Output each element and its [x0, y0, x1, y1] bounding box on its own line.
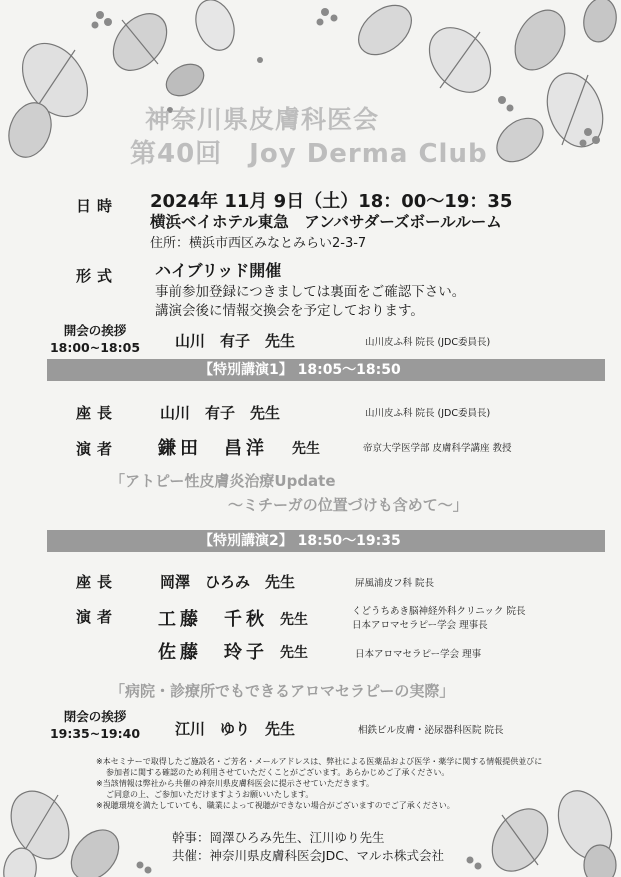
closing-speaker-affiliation: 相鉄ビル皮膚・泌尿器科医院 院長 [358, 725, 504, 736]
closing-label: 閉会の挨拶 19:35~19:40 [49, 709, 141, 741]
datetime-label: 日時 [76, 197, 119, 215]
event-title: 第40回 Joy Derma Club [130, 139, 488, 169]
lecture1-topic-line1: 「アトピー性皮膚炎治療Update [110, 472, 336, 490]
lecture2-speaker-label: 演者 [76, 608, 119, 626]
lecture2-speaker1-title: 先生 [280, 612, 308, 628]
footer-cosponsors: 共催：神奈川県皮膚科医会JDC、マルホ株式会社 [172, 848, 445, 863]
lecture1-chair-affiliation: 山川皮ふ科 院長 (JDC委員長) [365, 408, 491, 419]
lecture2-speaker2-title: 先生 [280, 645, 308, 661]
format-label: 形式 [76, 267, 119, 285]
lecture1-chair-name: 山川 有子 先生 [160, 404, 281, 422]
lecture1-header: 【特別講演1】 18:05〜18:50 [47, 359, 605, 381]
lecture1-speaker-title: 先生 [292, 441, 320, 457]
viewing-note: ※視聴環境を満たしていても、職業によって視聴ができない場合がございますのでご了承ください。 [96, 801, 455, 810]
lecture1-speaker-affiliation: 帝京大学医学部 皮膚科学講座 教授 [363, 443, 512, 454]
event-venue: 横浜ベイホテル東急 アンバサダーズボールルーム [150, 213, 502, 231]
event-date: 2024年 11月 9日（土）18：00〜19：35 [150, 191, 513, 212]
lecture2-speaker2-name: 佐藤 玲子 [158, 642, 268, 663]
lecture1-speaker-name: 鎌田 昌洋 [158, 438, 268, 459]
lecture2-chair-name: 岡澤 ひろみ 先生 [160, 573, 296, 591]
format-type: ハイブリッド開催 [155, 261, 282, 280]
opening-speaker-name: 山川 有子 先生 [175, 332, 296, 350]
lecture2-chair-affiliation: 屏風浦皮フ科 院長 [355, 578, 435, 589]
opening-label: 開会の挨拶 18:00~18:05 [49, 323, 141, 355]
opening-speaker-affiliation: 山川皮ふ科 院長 (JDC委員長) [365, 337, 491, 348]
privacy-note-1-cont: 参加者に関する確認のため利用させていただくことがございます。あらかじめご了承ください。 [106, 768, 450, 777]
format-note-registration: 事前参加登録につきましては裏面をご確認下さい。 [155, 284, 466, 300]
lecture2-speaker1-affiliation-clinic: くどうちあき脳神経外科クリニック 院長 [352, 606, 526, 617]
lecture2-speaker2-affiliation: 日本アロマセラピー学会 理事 [355, 649, 482, 660]
privacy-note-1: ※本セミナーで取得したご施設名・ご芳名・メールアドレスは、弊社による医薬品および医学・薬学に関する情報提供並びに [96, 757, 543, 766]
closing-speaker-name: 江川 ゆり 先生 [175, 720, 296, 738]
lecture2-speaker1-affiliation-society: 日本アロマセラピー学会 理事長 [352, 620, 488, 631]
event-address: 住所：横浜市西区みなとみらい2-3-7 [150, 236, 367, 251]
lecture2-chair-label: 座長 [76, 573, 119, 591]
footer-organizers: 幹事：岡澤ひろみ先生、江川ゆり先生 [172, 830, 385, 845]
lecture2-header: 【特別講演2】 18:50〜19:35 [47, 530, 605, 552]
privacy-note-2: ※当該情報は弊社から共催の神奈川県皮膚科医会に提示させていただきます。 [96, 779, 375, 788]
privacy-note-2-cont: ご同意の上、ご参加いただけますようお願いいたします。 [106, 790, 314, 799]
lecture1-chair-label: 座長 [76, 404, 119, 422]
lecture1-speaker-label: 演者 [76, 440, 119, 458]
format-note-exchange: 講演会後に情報交換会を予定しております。 [155, 303, 424, 319]
event-organizer-title: 神奈川県皮膚科医会 [145, 105, 380, 134]
lecture2-speaker1-name: 工藤 千秋 [158, 609, 268, 630]
lecture2-topic: 「病院・診療所でもできるアロマセラピーの実際」 [110, 682, 455, 700]
lecture1-topic-line2: 〜ミチーガの位置づけも含めて〜」 [228, 496, 468, 514]
